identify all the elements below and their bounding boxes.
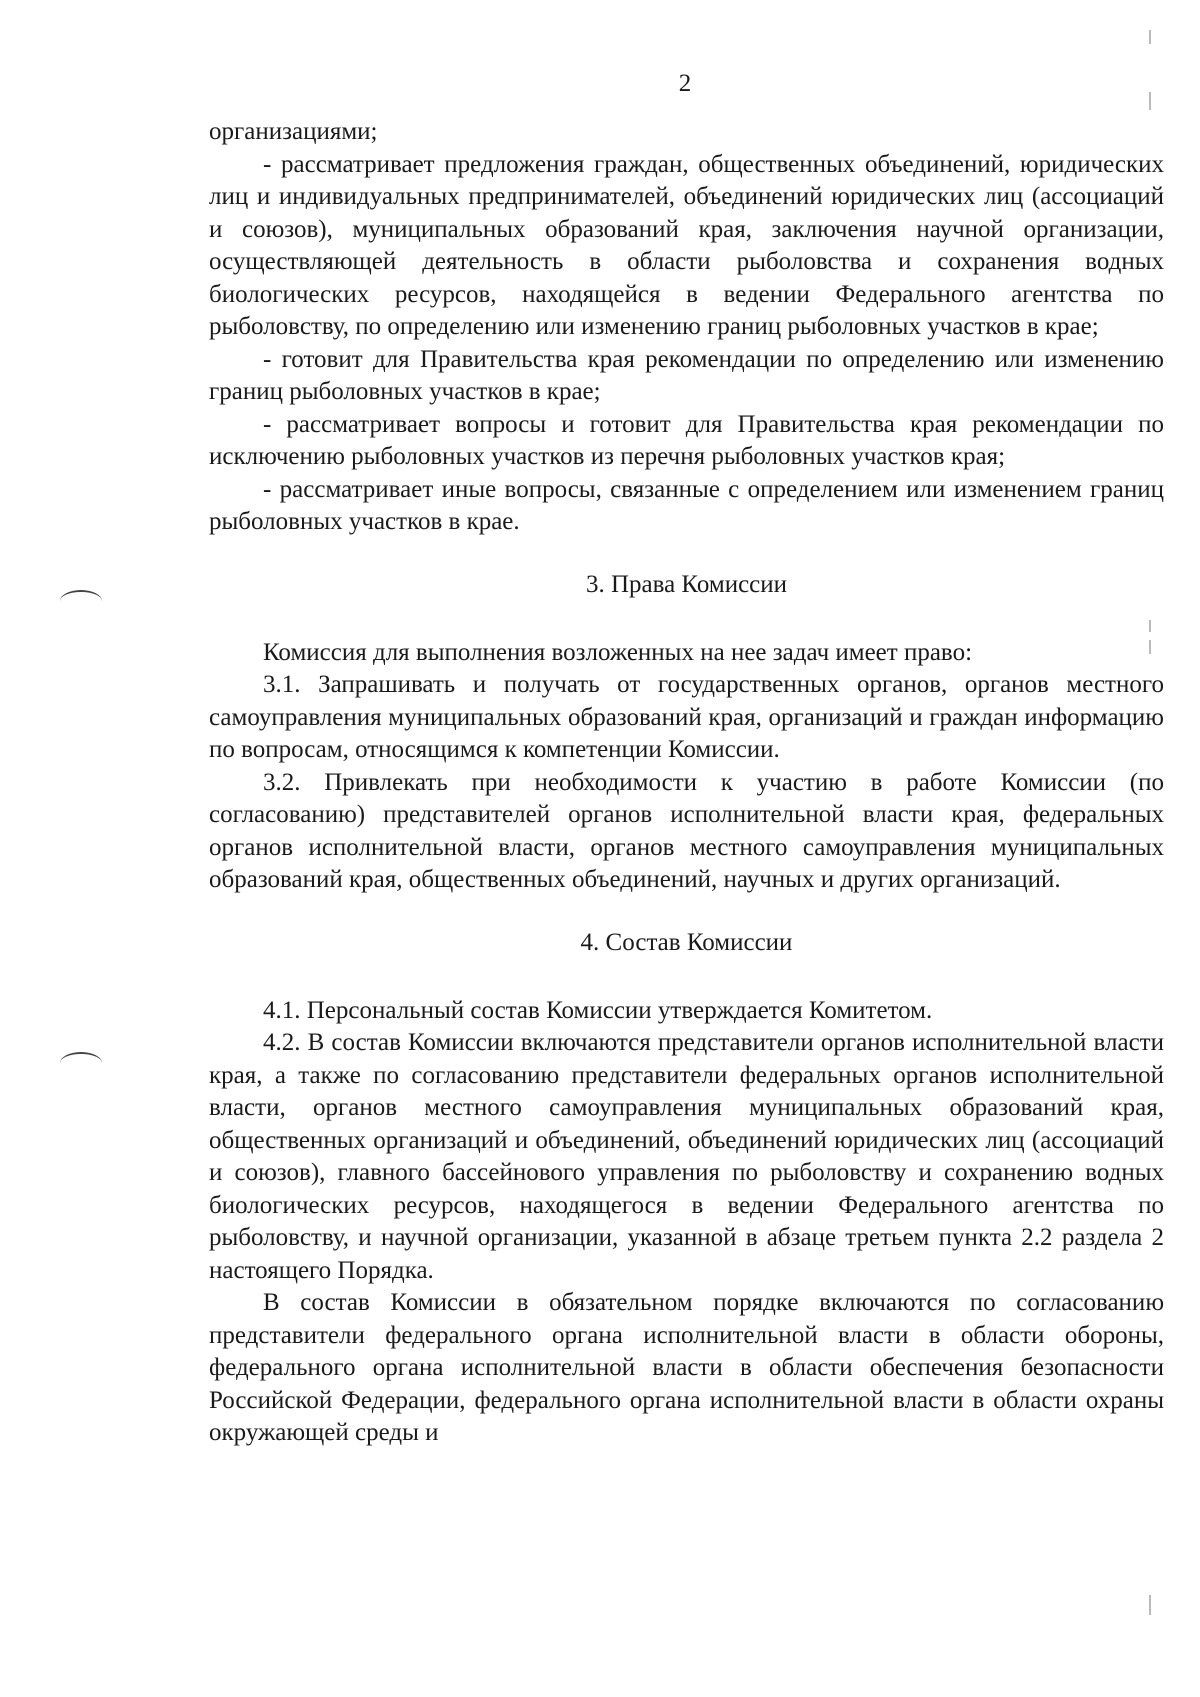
paragraph: 3.2. Привлекать при необходимости к участию в работе Комиссии (по согласованию) представителей органов исполнительной власти края, федеральных органов исполнительной власти, органов местного самоуправления муниципальных образований края, общественных объединений, научных и других организаций.: [209, 768, 1164, 893]
punch-hole-mark: [60, 1052, 102, 1074]
scan-edge-mark: [1149, 1595, 1151, 1615]
paragraph: - готовит для Правительства края рекомендации по определению или изменению границ рыболовных участков в крае;: [209, 345, 1164, 405]
paragraph: 4.2. В состав Комиссии включаются представители органов исполнительной власти края, а также по согласованию представители федеральных органов исполнительной власти, органов местного самоуправления муниципальных образований края, общественных организаций и объединений, объединений юридических лиц (ассоциаций и союзов), главного бассейнового управления по рыболовству и сохранению водных биологических ресурсов, находящегося в ведении Федерального агентства по рыболовству, и научной организации, указанной в абзаце третьем пункта 2.2 раздела 2 настоящего Порядка.: [209, 1029, 1164, 1284]
paragraph: - рассматривает иные вопросы, связанные с определением или изменением границ рыболовных участков в крае.: [209, 475, 1164, 535]
paragraph: В состав Комиссии в обязательном порядке включаются по согласованию представители федерального органа исполнительной власти в области обороны, федерального органа исполнительной власти в области обеспечения безопасности Российской Федерации, федерального органа исполнительной власти в области охраны окружающей среды и: [209, 1289, 1164, 1446]
section-heading: 3. Права Комиссии: [585, 570, 788, 598]
paragraph: 4.1. Персональный состав Комиссии утверждается Комитетом.: [263, 996, 933, 1024]
paragraph: организациями;: [209, 118, 378, 145]
document-body: [209, 116, 1164, 1450]
paragraph: 3.1. Запрашивать и получать от государственных органов, органов местного самоуправления муниципальных образований края, организаций и граждан информацию по вопросам, относящимся к компетенции Комиссии.: [209, 671, 1164, 763]
paragraph: Комиссия для выполнения возложенных на нее задач имеет право:: [263, 638, 973, 666]
scan-edge-mark: [1149, 92, 1151, 110]
section-heading: 4. Состав Комиссии: [580, 928, 793, 956]
punch-hole-mark: [60, 590, 102, 612]
scan-edge-mark: [1149, 30, 1151, 44]
paragraph: - рассматривает предложения граждан, общественных объединений, юридических лиц и индивидуальных предпринимателей, объединений юридических лиц (ассоциаций и союзов), муниципальных образований края, заключения научной организации, осуществляющей деятельность в области рыболовства и сохранения водных биологических ресурсов, находящейся в ведении Федерального агентства по рыболовству, по определению или изменению границ рыболовных участков в крае;: [209, 150, 1164, 340]
paragraph: - рассматривает вопросы и готовит для Правительства края рекомендации по исключению рыболовных участков из перечня рыболовных участков края;: [209, 410, 1164, 470]
page-number: 2: [678, 70, 692, 97]
